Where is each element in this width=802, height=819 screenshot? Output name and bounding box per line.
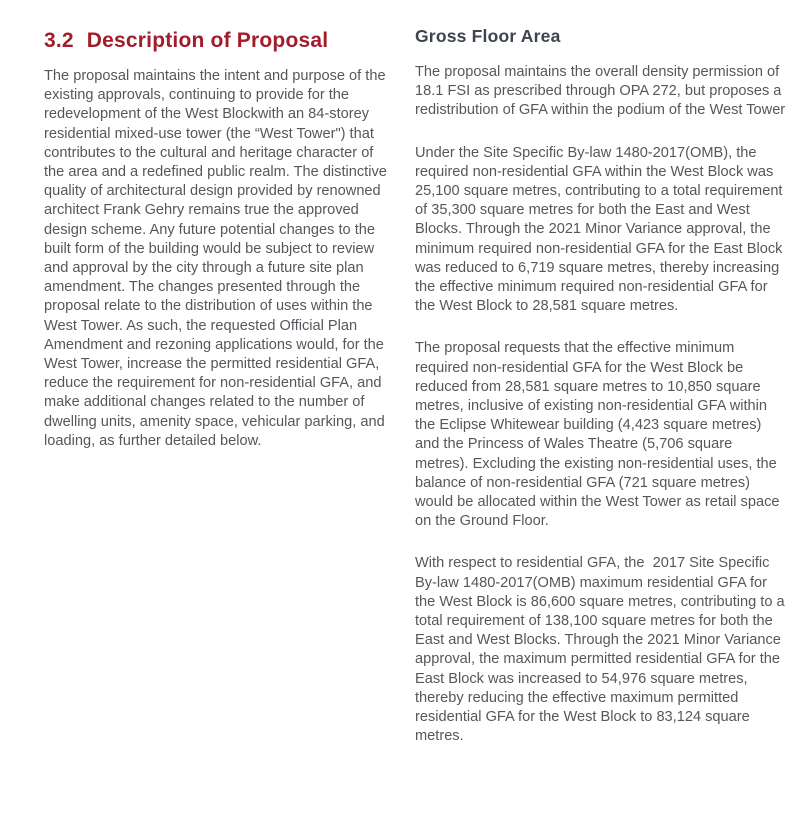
right-paragraph-3: The proposal requests that the effective minimum required non-residential GFA for the West Block be reduced from 28,581 square metres to 10,850 square metres, inclusive of existing non-residential GFA within the Eclipse Whitewear building (4,423 square metres) and the Princess of Wales Theatre (5,706 square metres). Excluding the existing non-residential uses, the balance of non-residential GFA (721 square metres) would be allocated within the West Tower as retail space on the Ground Floor. xyxy=(415,340,784,530)
left-paragraph-1: The proposal maintains the intent and purpose of the existing approvals, continuing to provide for the redevelopment of the West Blockwith an 84-storey residential mixed-use tower (the “West Tower") that contributes to the cultural and heritage character of the area and a redefined public realm. The distinctive quality of architectural design provided by renowned architect Frank Gehry remains true the approved design scheme. Any future potential changes to the built form of the building would be subject to review and approval by the city through a future site plan amendment. The changes presented through the proposal relate to the distribution of uses within the West Tower. As such, the requested Official Plan Amendment and rezoning applications would, for the West Tower, increase the permitted residential GFA, reduce the requirement for non-residential GFA, and make additional changes related to the number of dwelling units, amenity space, vehicular parking, and loading, as further detailed below. xyxy=(44,68,391,449)
right-paragraph-2: Under the Site Specific By-law 1480-2017(OMB), the required non-residential GFA within the West Block was 25,100 square metres, contributing to a total requirement of 35,300 square metres for both the East and West Blocks. Through the 2021 Minor Variance approval, the minimum required non-residential GFA for the East Block was reduced to 6,719 square metres, thereby increasing the effective minimum required non-residential GFA for the West Block to 28,581 square metres. xyxy=(415,144,787,315)
right-column xyxy=(415,25,787,747)
left-column xyxy=(44,28,396,451)
section-number: 3.2 xyxy=(44,29,74,52)
right-paragraph-1: The proposal maintains the overall density permission of 18.1 FSI as prescribed through OPA 272, but proposes a redistribution of GFA within the podium of the West Tower xyxy=(415,64,786,119)
right-paragraph-4: With respect to residential GFA, the 2017 Site Specific By-law 1480-2017(OMB) maximum residential GFA for the West Block is 86,600 square metres, contributing to a total requirement of 138,100 square metres for both the East and West Blocks. Through the 2021 Minor Variance approval, the maximum permitted residential GFA for the East Block was increased to 54,976 square metres, thereby reducing the effective maximum permitted residential GFA for the West Block to 83,124 square metres. xyxy=(415,555,789,745)
section-title: Description of Proposal xyxy=(86,29,329,52)
gross-floor-area-heading: Gross Floor Area xyxy=(415,26,561,46)
section-heading xyxy=(44,28,396,54)
